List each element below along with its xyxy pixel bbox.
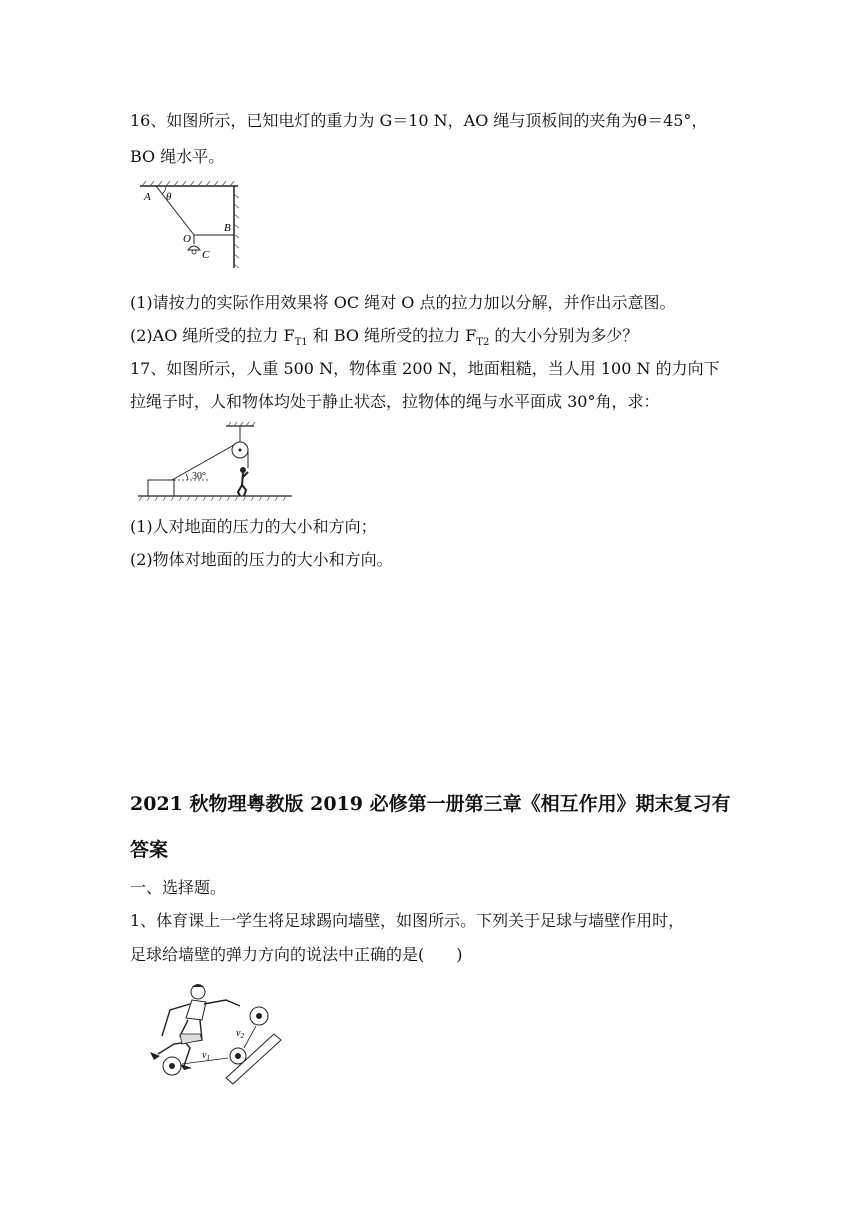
q1-text-line2: 足球给墙壁的弹力方向的说法中正确的是( ) (130, 945, 463, 964)
q16-label-theta: θ (166, 191, 172, 203)
q1-v1-label: $v_1$ (202, 1050, 210, 1062)
q16-label-o: O (183, 233, 191, 245)
q1-v2-label: $v_2$ (236, 1028, 244, 1040)
doc-title-line1: 2021 秋物理粤教版 2019 必修第一册第三章《相互作用》期末复习有 (130, 793, 731, 815)
q16-label-a: A (144, 191, 151, 203)
section-heading: 一、选择题。 (130, 878, 227, 897)
q16-sub2: (2)AO 绳所受的拉力 $F_{T1}$ 和 BO 绳所受的拉力 $F_{T2}$ 的大小分别为多少？ (130, 326, 639, 349)
q16-sub1: (1)请按力的实际作用效果将 OC 绳对 O 点的拉力加以分解，并作出示意图。 (130, 293, 676, 312)
q17-angle-label: 30° (192, 471, 206, 482)
q16-figure (136, 180, 246, 272)
q17-sub2: (2)物体对地面的压力的大小和方向。 (130, 550, 393, 569)
q17-text-line1: 17、如图所示，人重 500 N，物体重 200 N，地面粗糙，当人用 100 N 的力向下 (130, 359, 720, 378)
q17-figure (136, 420, 296, 504)
q1-figure (140, 978, 290, 1088)
q16-label-c: C (202, 249, 210, 261)
doc-title-line2: 答案 (130, 839, 169, 861)
q17-text-line2: 拉绳子时，人和物体均处于静止状态，拉物体的绳与水平面成 30°角，求： (130, 392, 660, 411)
q16-text-line2: BO 绳水平。 (130, 147, 225, 166)
q1-text-line1: 1、体育课上一学生将足球踢向墙壁，如图所示。下列关于足球与墙壁作用时， (130, 911, 685, 930)
q16-text-line1: 16、如图所示，已知电灯的重力为 G＝10 N，AO 绳与顶板间的夹角为θ＝45°， (130, 111, 708, 130)
q17-sub1: (1)人对地面的压力的大小和方向； (130, 517, 377, 536)
q16-label-b: B (224, 222, 231, 234)
